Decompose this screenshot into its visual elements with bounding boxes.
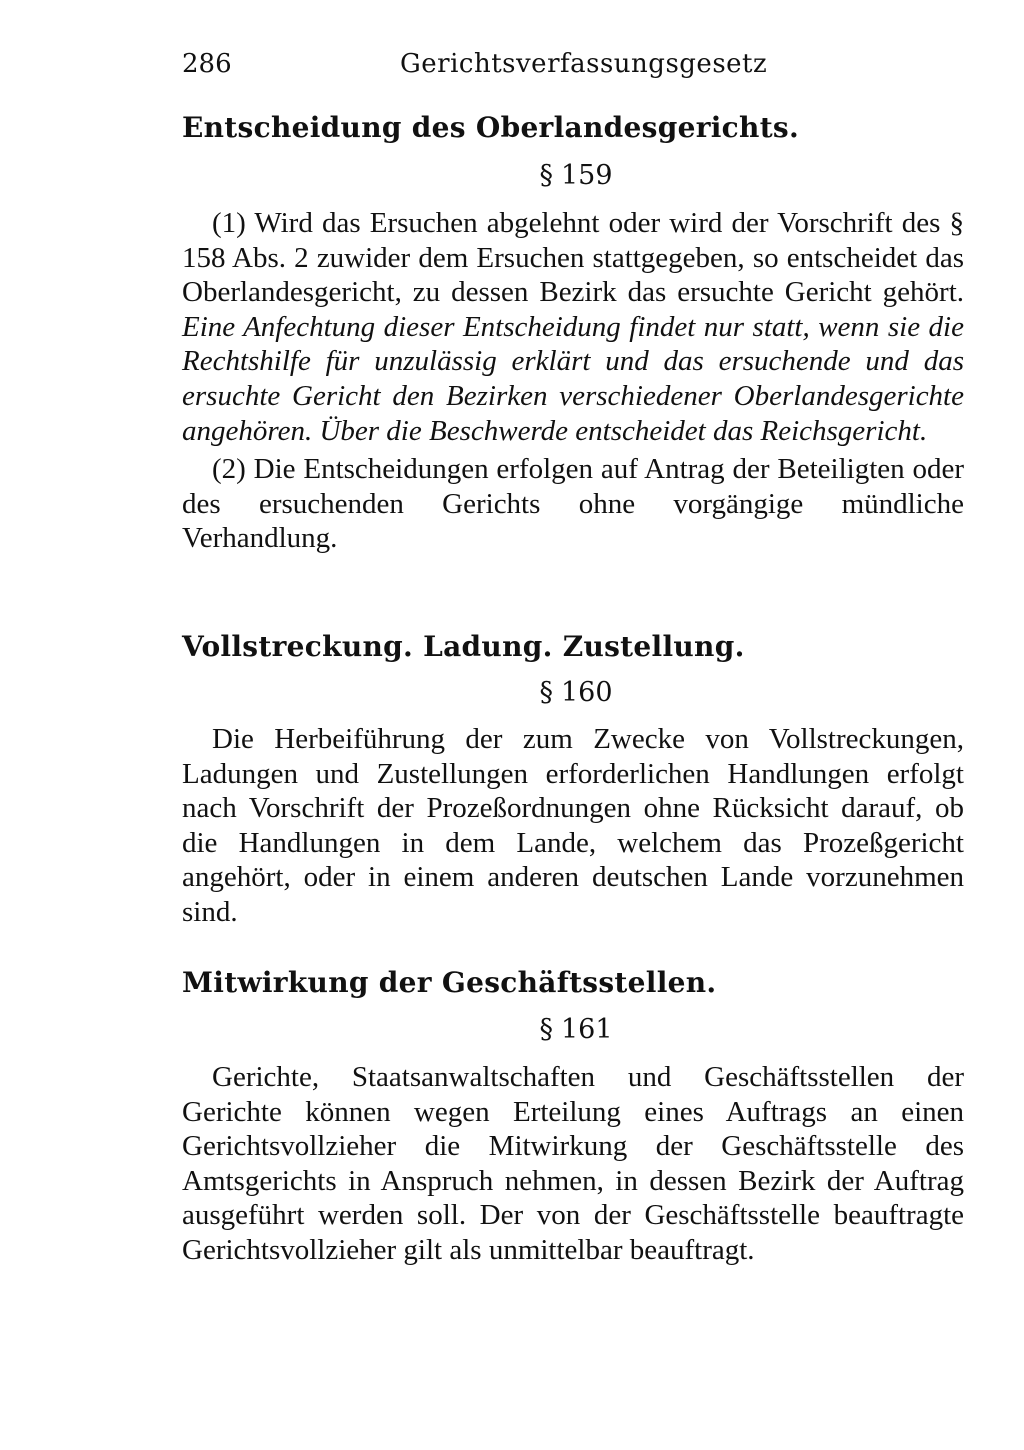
paragraph-text-italic: Eine Anfechtung dieser Entscheidung findet nur statt, wenn sie die Rechtshilfe für unzulässig erklärt und das ersuchende und das ersuchte Gericht den Bezirken verschiedener Oberlandesgerichte angehören. Über die Beschwerde entscheidet das Reichsgericht.	[182, 310, 964, 447]
running-head	[182, 44, 962, 84]
paragraph-text-normal: (1) Wird das Ersuchen abgelehnt oder wird der Vorschrift des § 158 Abs. 2 zuwider dem Ersuchen stattgegeben, so entscheidet das Oberlandesgericht, zu dessen Bezirk das ersuchte Gericht gehört.	[182, 207, 964, 309]
paragraph-text	[182, 722, 964, 930]
paragraph-text	[182, 1060, 964, 1268]
paragraph-number-160	[0, 673, 1024, 713]
section-body-159	[182, 206, 964, 556]
section-heading-160: Vollstreckung. Ladung. Zustellung.	[182, 630, 745, 663]
paragraph-sign: §	[539, 160, 553, 191]
paragraph-text-normal: (2) Die Entscheidungen erfolgen auf Antrag der Beteiligten oder des ersuchenden Gerichts ohne vorgängige mündliche Verhandlung.	[182, 453, 964, 555]
paragraph-number-161	[0, 1010, 1024, 1050]
running-title: Gerichtsverfassungsgesetz	[400, 49, 768, 79]
paragraph-number-159	[0, 156, 1024, 196]
paragraph-sign: §	[539, 677, 553, 708]
paragraph-text	[182, 452, 964, 556]
paragraph-number: 161	[560, 1014, 613, 1045]
section-body-161	[182, 1060, 964, 1268]
section-heading-161: Mitwirkung der Geschäftsstellen.	[182, 966, 717, 999]
paragraph-sign: §	[539, 1014, 553, 1045]
paragraph-text	[182, 206, 964, 448]
paragraph-number: 159	[560, 160, 613, 191]
paragraph-text-normal: Gerichte, Staatsanwaltschaften und Geschäftsstellen der Gerichte können wegen Erteilung eines Auftrags an einen Gerichtsvollzieher die Mitwirkung der Geschäftsstelle des Amtsgerichts in Anspruch nehmen, in dessen Bezirk der Auftrag ausgeführt werden soll. Der von der Geschäftsstelle beauftragte Gerichtsvollzieher gilt als unmittelbar beauftragt.	[182, 1061, 964, 1266]
paragraph-text-normal: Die Herbeiführung der zum Zwecke von Vollstreckungen, Ladungen und Zustellungen erforderlichen Handlungen erfolgt nach Vorschrift der Prozeßordnungen ohne Rücksicht darauf, ob die Handlungen in dem Lande, welchem das Prozeßgericht angehört, oder in einem anderen deutschen Lande vorzunehmen sind.	[182, 723, 964, 928]
section-body-160	[182, 722, 964, 930]
paragraph-number: 160	[560, 677, 613, 708]
section-heading-159: Entscheidung des Oberlandesgerichts.	[182, 111, 800, 144]
page-number: 286	[182, 49, 232, 79]
